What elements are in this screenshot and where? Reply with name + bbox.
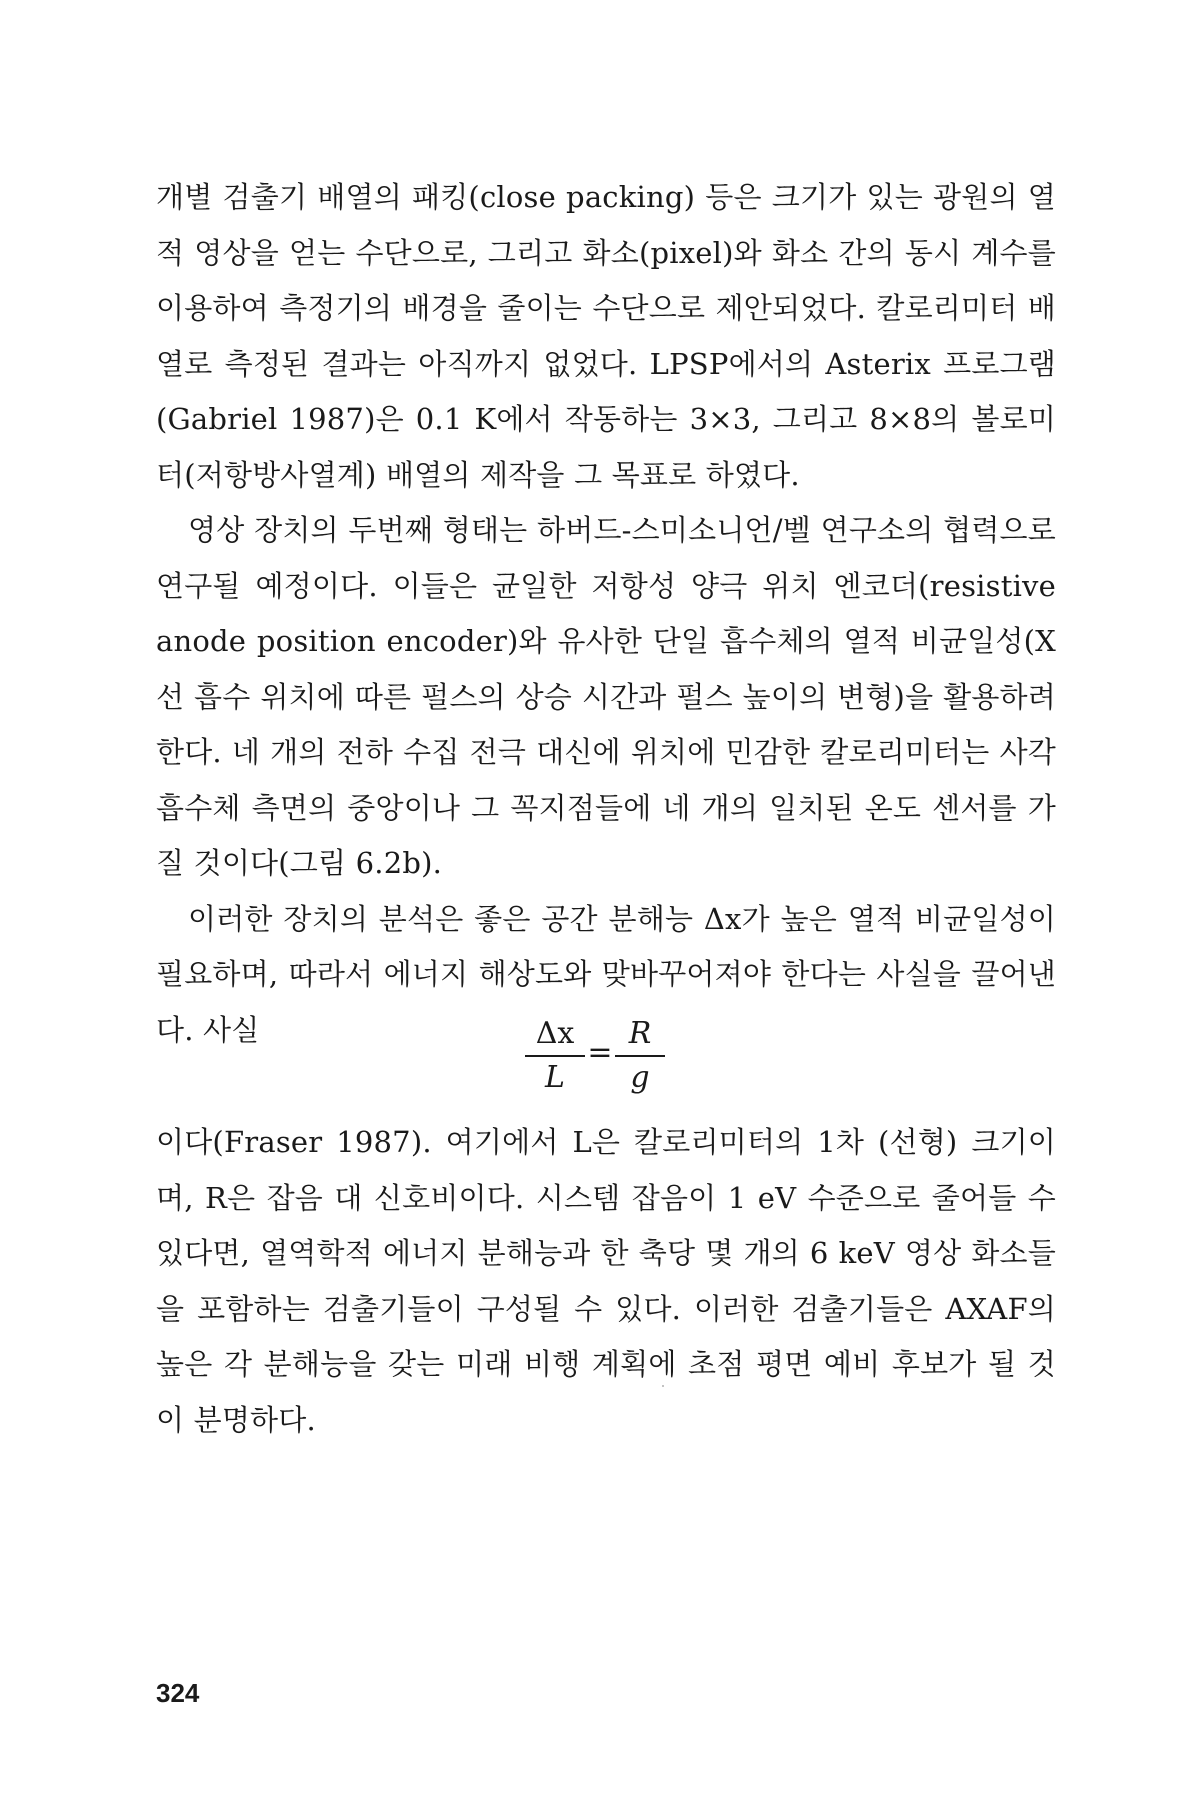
equation-lhs-denominator: L xyxy=(545,1060,565,1095)
equation-rhs-fraction-bar xyxy=(615,1055,665,1057)
equation xyxy=(525,1015,685,1115)
paragraph-3: 이러한 장치의 분석은 좋은 공간 분해능 Δx가 높은 열적 비균일성이 필요하며, 따라서 에너지 해상도와 맞바꾸어져야 한다는 사실을 끌어낸다. 사실 xyxy=(156,901,1056,1047)
paragraph-4: 이다(Fraser 1987). 여기에서 L은 칼로리미터의 1차 (선형) 크기이며, R은 잡음 대 신호비이다. 시스템 잡음이 1 eV 수준으로 줄어들 수 있다면, 열역학적 에너지 분해능과 한 축당 몇 개의 6 keV 영상 화소들을 포함하는 검출기들이 구성될 수 있다. 이러한 검출기들은 AXAF의 높은 각 분해능을 갖는 미래 비행 계획에 초점 평면 예비 후보가 될 것이 분명하다. xyxy=(156,1125,1056,1437)
body-text-lower xyxy=(156,1115,1056,1448)
equation-equals-sign: = xyxy=(587,1035,613,1070)
equation-rhs-denominator: g xyxy=(630,1060,650,1095)
equation-lhs-numerator: Δx xyxy=(535,1016,575,1051)
paragraph-1: 개별 검출기 배열의 패킹(close packing) 등은 크기가 있는 광원의 열적 영상을 얻는 수단으로, 그리고 화소(pixel)와 화소 간의 동시 계수를 이용하여 측정기의 배경을 줄이는 수단으로 제안되었다. 칼로리미터 배열로 측정된 결과는 아직까지 없었다. LPSP에서의 Asterix 프로그램(Gabriel 1987)은 0.1 K에서 작동하는 3×3, 그리고 8×8의 볼로미터(저항방사열계) 배열의 제작을 그 목표로 하였다. xyxy=(156,180,1056,492)
equation-rhs-numerator: R xyxy=(628,1016,652,1051)
equation-lhs-fraction-bar xyxy=(525,1055,585,1057)
page-number: 324 xyxy=(156,1678,200,1708)
equation-rhs-fraction xyxy=(615,1015,665,1097)
paragraph-2: 영상 장치의 두번째 형태는 하버드-스미소니언/벨 연구소의 협력으로 연구될 예정이다. 이들은 균일한 저항성 양극 위치 엔코더(resistive anode position encoder)와 유사한 단일 흡수체의 열적 비균일성(X선 흡수 위치에 따른 펄스의 상승 시간과 펄스 높이의 변형)을 활용하려 한다. 네 개의 전하 수집 전극 대신에 위치에 민감한 칼로리미터는 사각 흡수체 측면의 중앙이나 그 꼭지점들에 네 개의 일치된 온도 센서를 가질 것이다(그림 6.2b). xyxy=(156,513,1056,880)
body-text-upper xyxy=(156,170,1056,1058)
equation-lhs-fraction xyxy=(525,1015,585,1097)
scan-speck xyxy=(662,1385,664,1387)
